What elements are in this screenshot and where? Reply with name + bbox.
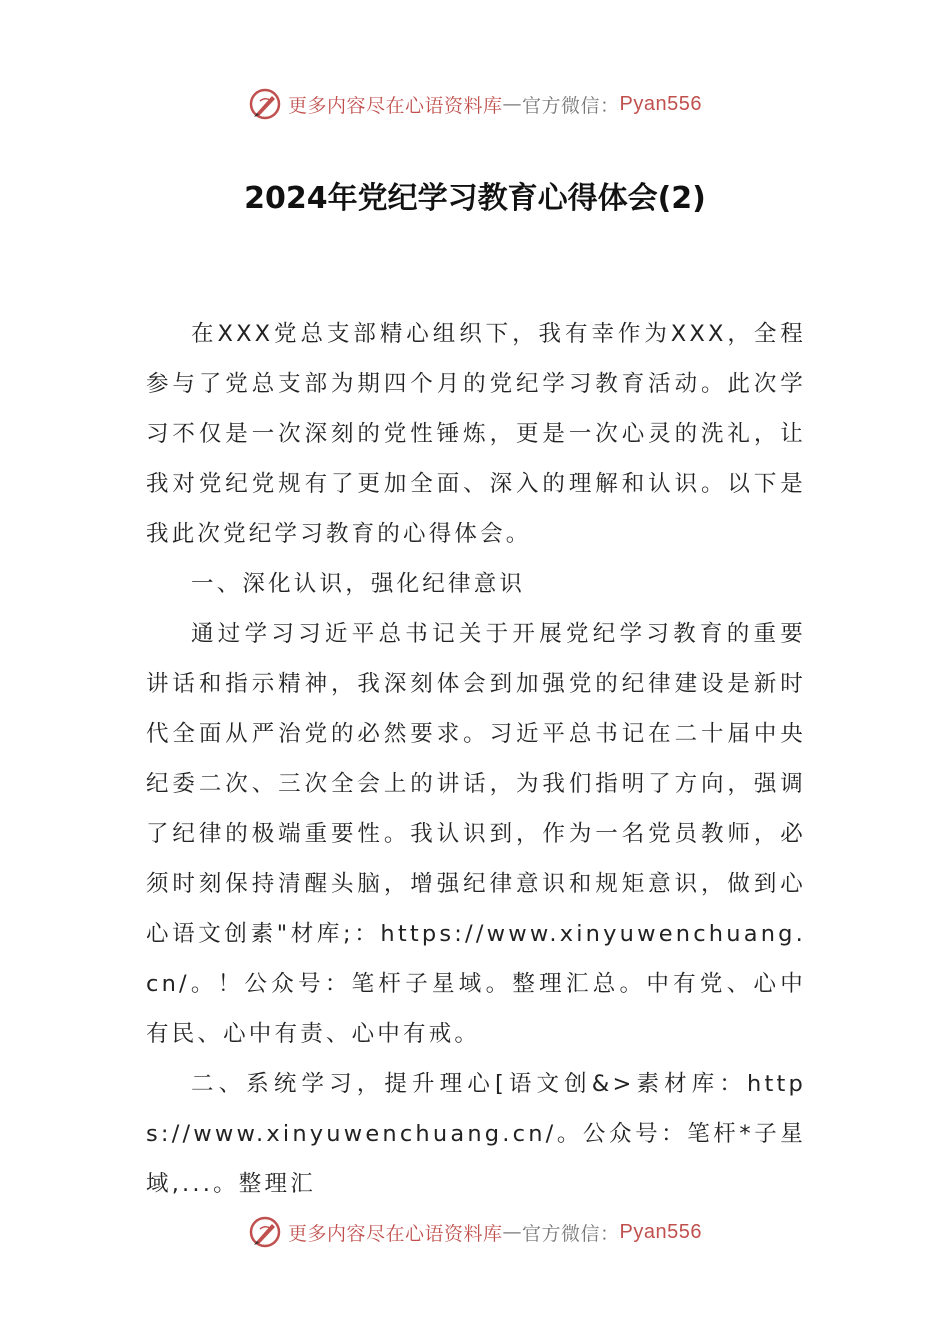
footer-banner [0, 1212, 950, 1252]
pen-logo-icon [248, 87, 282, 121]
banner-text: 更多内容尽在心语资料库 [288, 94, 503, 117]
banner-dash: — [502, 93, 523, 115]
document-title: 2024年党纪学习教育心得体会(2) [244, 181, 706, 216]
header-banner [0, 84, 950, 124]
paragraph: 通过学习习近平总书记关于开展党纪学习教育的重要讲话和指示精神，我深刻体会到加强党的纪律建设是新时代全面从严治党的必然要求。习近平总书记在二十届中央纪委二次、三次全会上的讲话，为我们指明了方向，强调了纪律的极端重要性。我认识到，作为一名党员教师，必须时刻保持清醒头脑，增强纪律意识和规矩意识，做到心心语文创素"材库;：https://www.xinyuwenchuang.cn/。！公众号：笔杆子星域。整理汇总。中有党、心中有民、心中有责、心中有戒。 [146, 621, 806, 1047]
document-body [146, 309, 806, 1209]
banner-dash: — [502, 1221, 523, 1243]
section-heading: 一、深化认识，强化纪律意识 [191, 571, 526, 597]
banner-wechat-label: 官方微信： [522, 1222, 620, 1245]
paragraph: 在XXX党总支部精心组织下，我有幸作为XXX，全程参与了党总支部为期四个月的党纪学习教育活动。此次学习不仅是一次深刻的党性锤炼，更是一次心灵的洗礼，让我对党纪党规有了更加全面、深入的理解和认识。以下是我此次党纪学习教育的心得体会。 [146, 321, 806, 547]
banner-text: 更多内容尽在心语资料库 [288, 1222, 503, 1245]
banner-wechat-id: Pyan556 [619, 92, 702, 115]
banner-wechat-id: Pyan556 [619, 1220, 702, 1243]
section-heading: 二、系统学习，提升理心[语文创&>素材库：https://www.xinyuwenchuang.cn/。公众号：笔杆*子星域,...。整理汇 [146, 1071, 806, 1197]
banner-wechat-label: 官方微信： [522, 94, 620, 117]
pen-logo-icon [248, 1215, 282, 1249]
